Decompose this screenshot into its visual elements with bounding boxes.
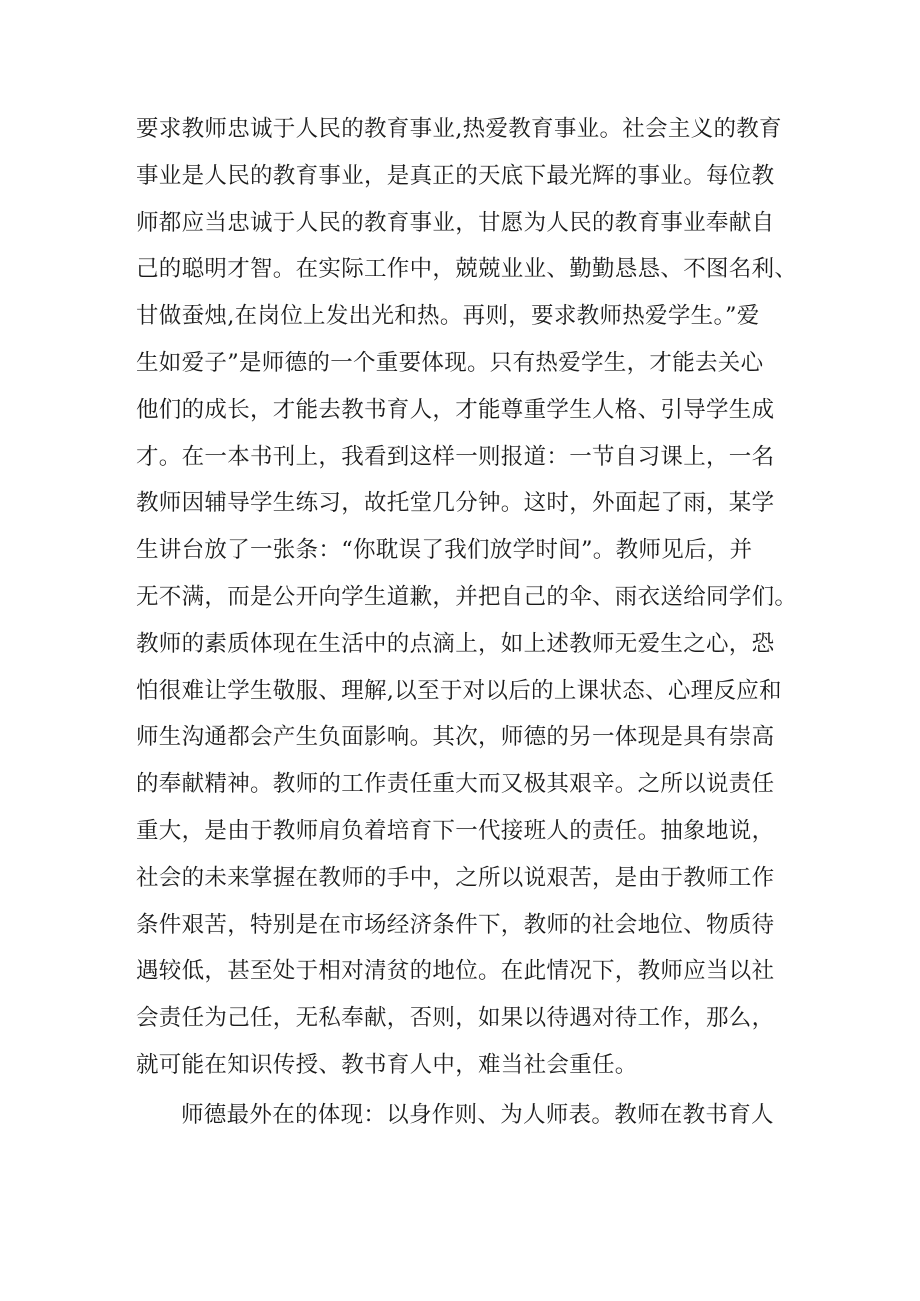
text-line: 无不满，而是公开向学生道歉，并把自己的伞、雨衣送给同学们。: [136, 583, 798, 610]
text-line: 就可能在知识传授、教书育人中，难当社会重任。: [136, 1051, 638, 1078]
body-text: [136, 106, 796, 1139]
text-line: 师都应当忠诚于人民的教育事业，甘愿为人民的教育事业奉献自: [136, 209, 775, 236]
text-line: 教师因辅导学生练习，故托堂几分钟。这时，外面起了雨，某学: [136, 490, 775, 517]
text-line: 社会的未来掌握在教师的手中，之所以说艰苦，是由于教师工作: [136, 864, 775, 891]
text-line: 会责任为己任，无私奉献，否则，如果以待遇对待工作，那么，: [136, 1005, 775, 1032]
text-line: 甘做蚕烛,在岗位上发出光和热。再则，要求教师热爱学生。”爱: [136, 303, 760, 330]
paragraph-start-line: 师德最外在的体现：以身作则、为人师表。教师在教书育人: [181, 1101, 774, 1128]
text-line: 事业是人民的教育事业，是真正的天底下最光辉的事业。每位教: [136, 162, 775, 189]
text-line: 生如爱子”是师德的一个重要体现。只有热爱学生，才能去关心: [136, 349, 764, 376]
text-line: 己的聪明才智。在实际工作中，兢兢业业、勤勤恳恳、不图名利、: [136, 256, 798, 283]
text-line: 他们的成长，才能去教书育人，才能尊重学生人格、引导学生成: [136, 396, 775, 423]
text-line: 重大，是由于教师肩负着培育下一代接班人的责任。抽象地说，: [136, 817, 775, 844]
text-line: 师生沟通都会产生负面影响。其次，师德的另一体现是具有崇高: [136, 724, 775, 751]
text-line: 才。在一本书刊上，我看到这样一则报道：一节自习课上，一名: [136, 443, 775, 470]
text-line: 的奉献精神。教师的工作责任重大而又极其艰辛。之所以说责任: [136, 771, 775, 798]
text-line: 教师的素质体现在生活中的点滴上，如上述教师无爱生之心，恐: [136, 630, 775, 657]
text-line: 条件艰苦，特别是在市场经济条件下，教师的社会地位、物质待: [136, 911, 775, 938]
text-line: 生讲台放了一张条：“你耽误了我们放学时间”。教师见后，并: [136, 537, 753, 564]
text-line: 遇较低，甚至处于相对清贫的地位。在此情况下，教师应当以社: [136, 958, 775, 985]
text-line: 要求教师忠诚于人民的教育事业,热爱教育事业。社会主义的教育: [136, 116, 782, 142]
text-line: 怕很难让学生敬服、理解,以至于对以后的上课状态、心理反应和: [136, 677, 782, 704]
